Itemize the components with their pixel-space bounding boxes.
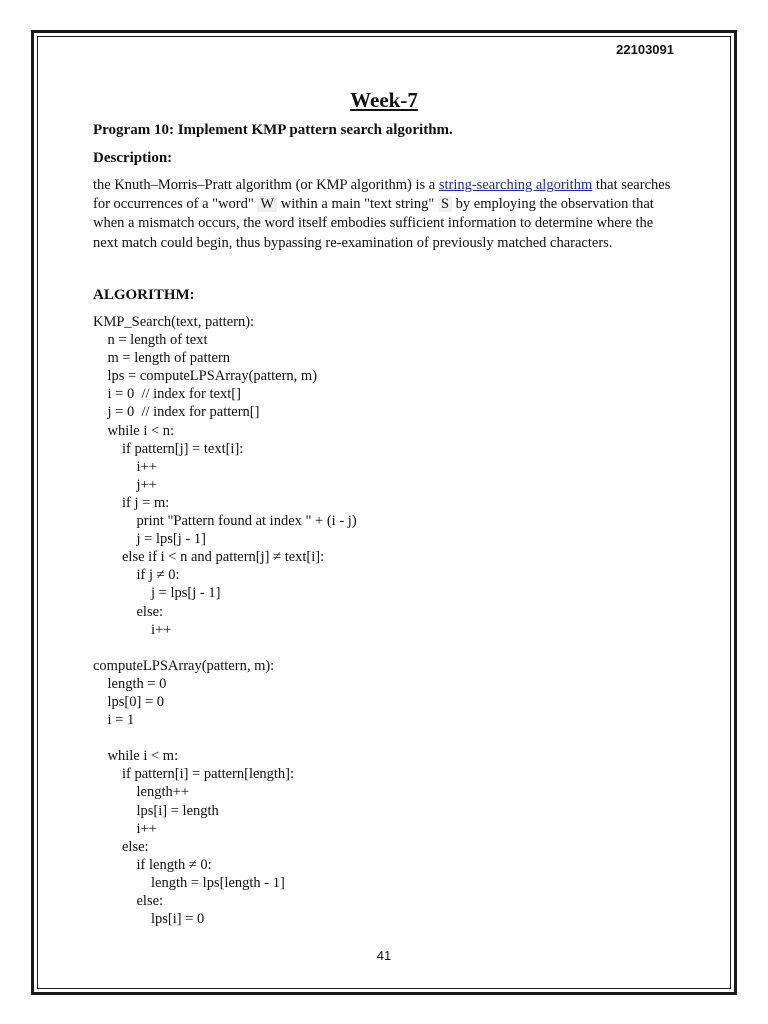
algorithm-line: j = lps[j - 1] (93, 531, 206, 548)
algorithm-line: i++ (93, 458, 157, 475)
description-paragraph (93, 176, 673, 285)
algorithm-line: print "Pattern found at index " + (i - j) (93, 513, 357, 530)
algorithm-line: lps[i] = 0 (93, 911, 205, 928)
algorithm-line: if j = m: (93, 494, 170, 511)
program-heading: Program 10: Implement KMP pattern search algorithm. (93, 122, 453, 138)
algorithm-line: length++ (93, 784, 190, 801)
string-symbol: S (438, 196, 452, 212)
algorithm-line: while i < m: (93, 748, 179, 765)
algorithm-line: lps[0] = 0 (93, 693, 165, 710)
description-text-3: within a main "text string" (277, 196, 438, 213)
description-heading: Description: (93, 150, 173, 166)
algorithm-line: if pattern[j] = text[i]: (93, 440, 244, 457)
description-text-1: the Knuth–Morris–Pratt algorithm (or KMP algorithm) is a (93, 177, 439, 193)
algorithm-line: length = 0 (93, 675, 167, 692)
document-body (93, 120, 673, 928)
algorithm-line: else: (93, 893, 164, 909)
algorithm-line: j = 0 // index for pattern[] (93, 404, 260, 421)
algorithm-line: j++ (93, 476, 157, 493)
roll-number: 22103091 (616, 42, 674, 57)
algorithm-line: while i < n: (93, 422, 175, 439)
description-text-4: by employing the observation that when a mismatch occurs, the word itself embodies sufficient information to determine where the next match could begin, thus bypassing re-examination of previously matched characters. (93, 196, 654, 251)
algorithm-line: n = length of text (93, 332, 208, 349)
algorithm-line: else: (93, 838, 149, 855)
algorithm-line: else: (93, 603, 164, 620)
algorithm-line: else if i < n and pattern[j] ≠ text[i]: (93, 549, 325, 566)
algorithm-line: lps = computeLPSArray(pattern, m) (93, 368, 318, 385)
algorithm-line: i = 1 (93, 712, 135, 729)
algorithm-line: m = length of pattern (93, 350, 231, 367)
algorithm-line (93, 639, 673, 657)
algorithm-line: i++ (93, 820, 157, 837)
algorithm-line: KMP_Search(text, pattern): (93, 314, 255, 330)
word-symbol: W (257, 196, 277, 212)
algorithm-heading: ALGORITHM: (93, 287, 195, 303)
algorithm-line: if length ≠ 0: (93, 856, 212, 873)
description-text-2: that searches for occurrences of a "word" (93, 177, 671, 213)
algorithm-line: i++ (93, 621, 172, 638)
algorithm-line: lps[i] = length (93, 802, 219, 819)
algorithm-line (93, 729, 673, 747)
string-searching-link[interactable]: string-searching algorithm (438, 177, 593, 193)
algorithm-code (93, 313, 673, 928)
algorithm-line: computeLPSArray(pattern, m): (93, 657, 275, 674)
algorithm-line: j = lps[j - 1] (93, 585, 221, 602)
page-number: 41 (376, 948, 392, 963)
page-title: Week-7 (350, 88, 418, 112)
algorithm-line: if pattern[i] = pattern[length]: (93, 766, 295, 783)
algorithm-line: i = 0 // index for text[] (93, 386, 241, 403)
algorithm-line: length = lps[length - 1] (93, 874, 285, 891)
algorithm-line: if j ≠ 0: (93, 567, 180, 584)
